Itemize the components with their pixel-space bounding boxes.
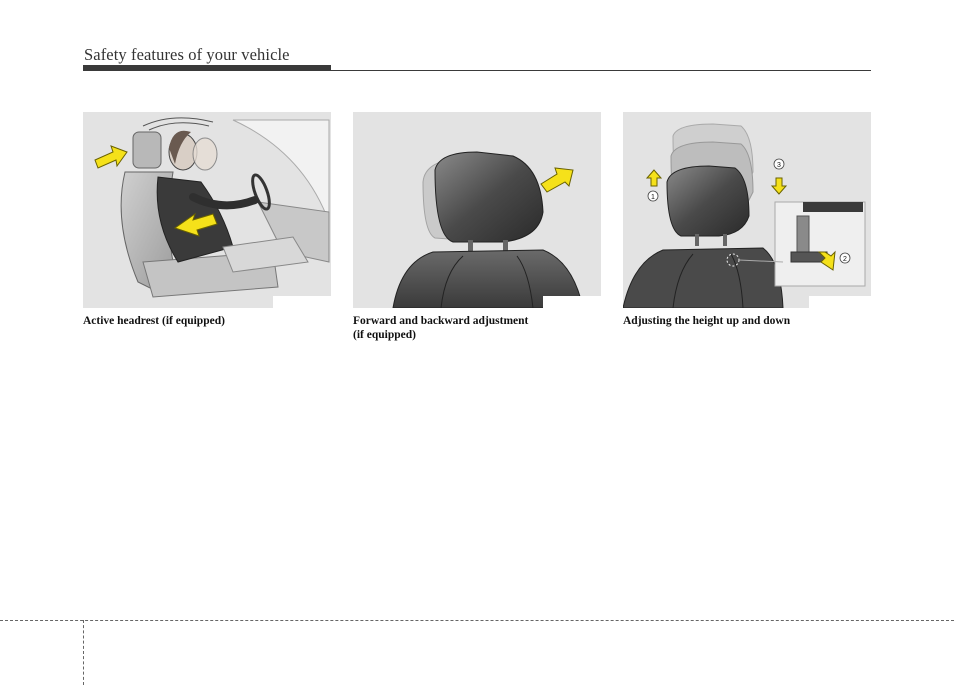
figure-forward-backward-adjustment [353,112,601,308]
caption-forward-backward: Forward and backward adjustment (if equipped) [353,315,529,341]
header-rule-thick [83,65,331,71]
svg-text:1: 1 [651,194,655,201]
footer-dashed-margin [83,620,84,685]
caption-active-headrest: Active headrest (if equipped) [83,315,225,327]
footer-dashed-rule [0,620,954,621]
callout-2 [840,253,850,263]
svg-text:2: 2 [843,256,847,263]
figure-height-adjustment [623,112,871,308]
svg-text:3: 3 [777,162,781,169]
active-headrest-illustration [83,112,331,308]
callout-3 [774,159,784,169]
page-section-title: Safety features of your vehicle [84,45,290,64]
height-adjustment-illustration [623,112,871,308]
figure-active-headrest [83,112,331,308]
callout-1 [648,191,658,201]
header-rule-thin [331,70,871,71]
forward-backward-illustration [353,112,601,308]
caption-height-adjustment: Adjusting the height up and down [623,315,791,327]
